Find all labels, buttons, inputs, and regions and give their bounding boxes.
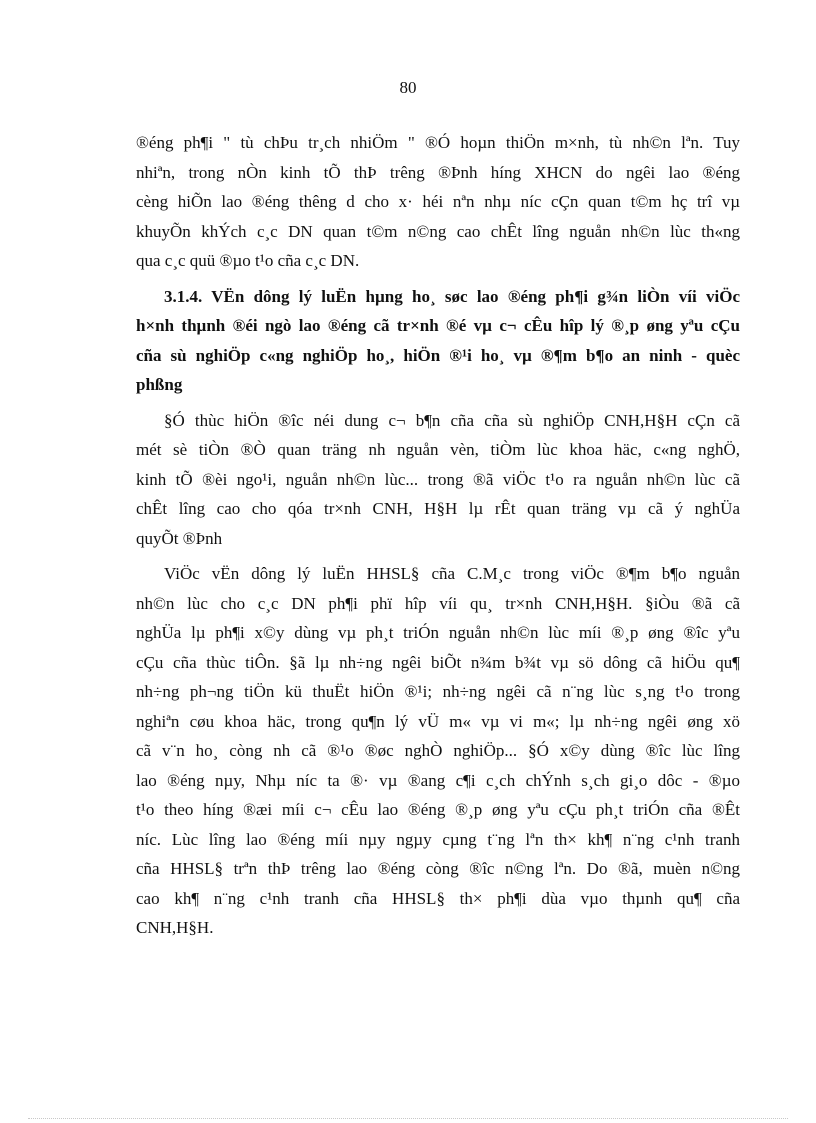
paragraph-application bbox=[136, 559, 740, 943]
text-line: nh÷ng ph¬ng tiÖn kü thuËt hiÖn ®¹i; nh÷ng ngêi cã n¨ng lùc s¸ng t¹o trong bbox=[136, 682, 740, 701]
text-line: nghiªn cøu khoa häc, trong qu¶n lý vÜ m« vµ vi m«; lµ nh÷ng ngêi øng xö bbox=[136, 711, 740, 731]
text-line: chÊt lîng cao cho qóa tr×nh CNH, H§H lµ rÊt quan träng vµ cã ý nghÜa bbox=[136, 499, 740, 518]
paragraph-prerequisites bbox=[136, 406, 740, 554]
text-line: qua c¸c quü ®µo t¹o cña c¸c DN. bbox=[136, 251, 360, 270]
document-body bbox=[136, 128, 740, 943]
text-line: quyÕt ®Þnh bbox=[136, 528, 223, 548]
text-line: níc. Lùc lîng lao ®éng míi nµy ngµy cµng t¨ng lªn th× kh¶ n¨ng c¹nh tranh bbox=[136, 829, 740, 849]
text-line: §Ó thùc hiÖn ®îc néi dung c¬ b¶n cña cña sù nghiÖp CNH,H§H cÇn cã bbox=[164, 410, 740, 430]
text-line: nh©n lùc cho c¸c DN ph¶i phï hîp víi qu¸ tr×nh CNH,H§H. §iÒu ®ã cã bbox=[136, 593, 740, 613]
text-line: nghÜa lµ ph¶i x©y dùng vµ ph¸t triÓn nguån nh©n lùc míi ®¸p øng ®îc yªu bbox=[136, 623, 740, 642]
text-line: ViÖc vËn dông lý luËn HHSL§ cña C.M¸c trong viÖc ®¶m b¶o nguån bbox=[164, 564, 740, 583]
text-line: mét sè tiÒn ®Ò quan träng nh nguån vèn, tiÒm lùc khoa häc, c«ng nghÖ, bbox=[136, 440, 740, 459]
heading-line: 3.1.4. VËn dông lý luËn hµng ho¸ søc lao ®éng ph¶i g¾n liÒn víi viÖc bbox=[164, 286, 740, 306]
text-line: kinh tÕ ®èi ngo¹i, nguån nh©n lùc... trong ®ã viÖc t¹o ra nguån nh©n lùc cã bbox=[136, 469, 740, 489]
text-line: cã v¨n ho¸ còng nh cã ®¹o ®øc nghÒ nghiÖp... §Ó x©y dùng ®îc lùc lîng bbox=[136, 741, 740, 760]
paragraph-intro-continuation bbox=[136, 128, 740, 276]
page-number: 80 bbox=[399, 78, 417, 97]
section-heading-3-1-4 bbox=[136, 282, 740, 400]
text-line: CNH,H§H. bbox=[136, 918, 214, 937]
text-line: cña HHSL§ trªn thÞ trêng lao ®éng còng ®îc n©ng lªn. Do ®ã, muèn n©ng bbox=[136, 859, 740, 878]
text-line: cèng hiÕn lao ®éng thêng d cho x· héi nªn nhµ níc cÇn quan t©m hç trî vµ bbox=[136, 192, 740, 211]
text-line: cÇu cña thùc tiÔn. §ã lµ nh÷ng ngêi biÕt n¾m b¾t vµ sö dông cã hiÖu qu¶ bbox=[136, 652, 740, 672]
text-line: nhiªn, trong nÒn kinh tÕ thÞ trêng ®Þnh híng XHCN do ngêi lao ®éng bbox=[136, 162, 740, 182]
text-line: ®éng ph¶i " tù chÞu tr¸ch nhiÖm " ®Ó hoµn thiÖn m×nh, tù nh©n lªn. Tuy bbox=[136, 133, 740, 152]
text-line: khuyÕn khÝch c¸c DN quan t©m n©ng cao chÊt lîng nguån nh©n lùc th«ng bbox=[136, 221, 740, 241]
page-bottom-divider bbox=[28, 1118, 788, 1119]
text-line: lao ®éng nµy, Nhµ níc ta ®· vµ ®ang c¶i c¸ch chÝnh s¸ch gi¸o dôc - ®µo bbox=[136, 770, 740, 790]
heading-line: h×nh thµnh ®éi ngò lao ®éng cã tr×nh ®é vµ c¬ cÊu hîp lý ®¸p øng yªu cÇu bbox=[136, 316, 740, 335]
heading-line: cña sù nghiÖp c«ng nghiÖp ho¸, hiÖn ®¹i ho¸ vµ ®¶m b¶o an ninh - quèc bbox=[136, 345, 740, 365]
text-line: t¹o theo híng ®æi míi c¬ cÊu lao ®éng ®¸p øng yªu cÇu ph¸t triÓn cña ®Êt bbox=[136, 800, 740, 819]
text-line: cao kh¶ n¨ng c¹nh tranh cña HHSL§ th× ph¶i dùa vµo thµnh qu¶ cña bbox=[136, 888, 740, 908]
heading-line: phßng bbox=[136, 375, 183, 394]
